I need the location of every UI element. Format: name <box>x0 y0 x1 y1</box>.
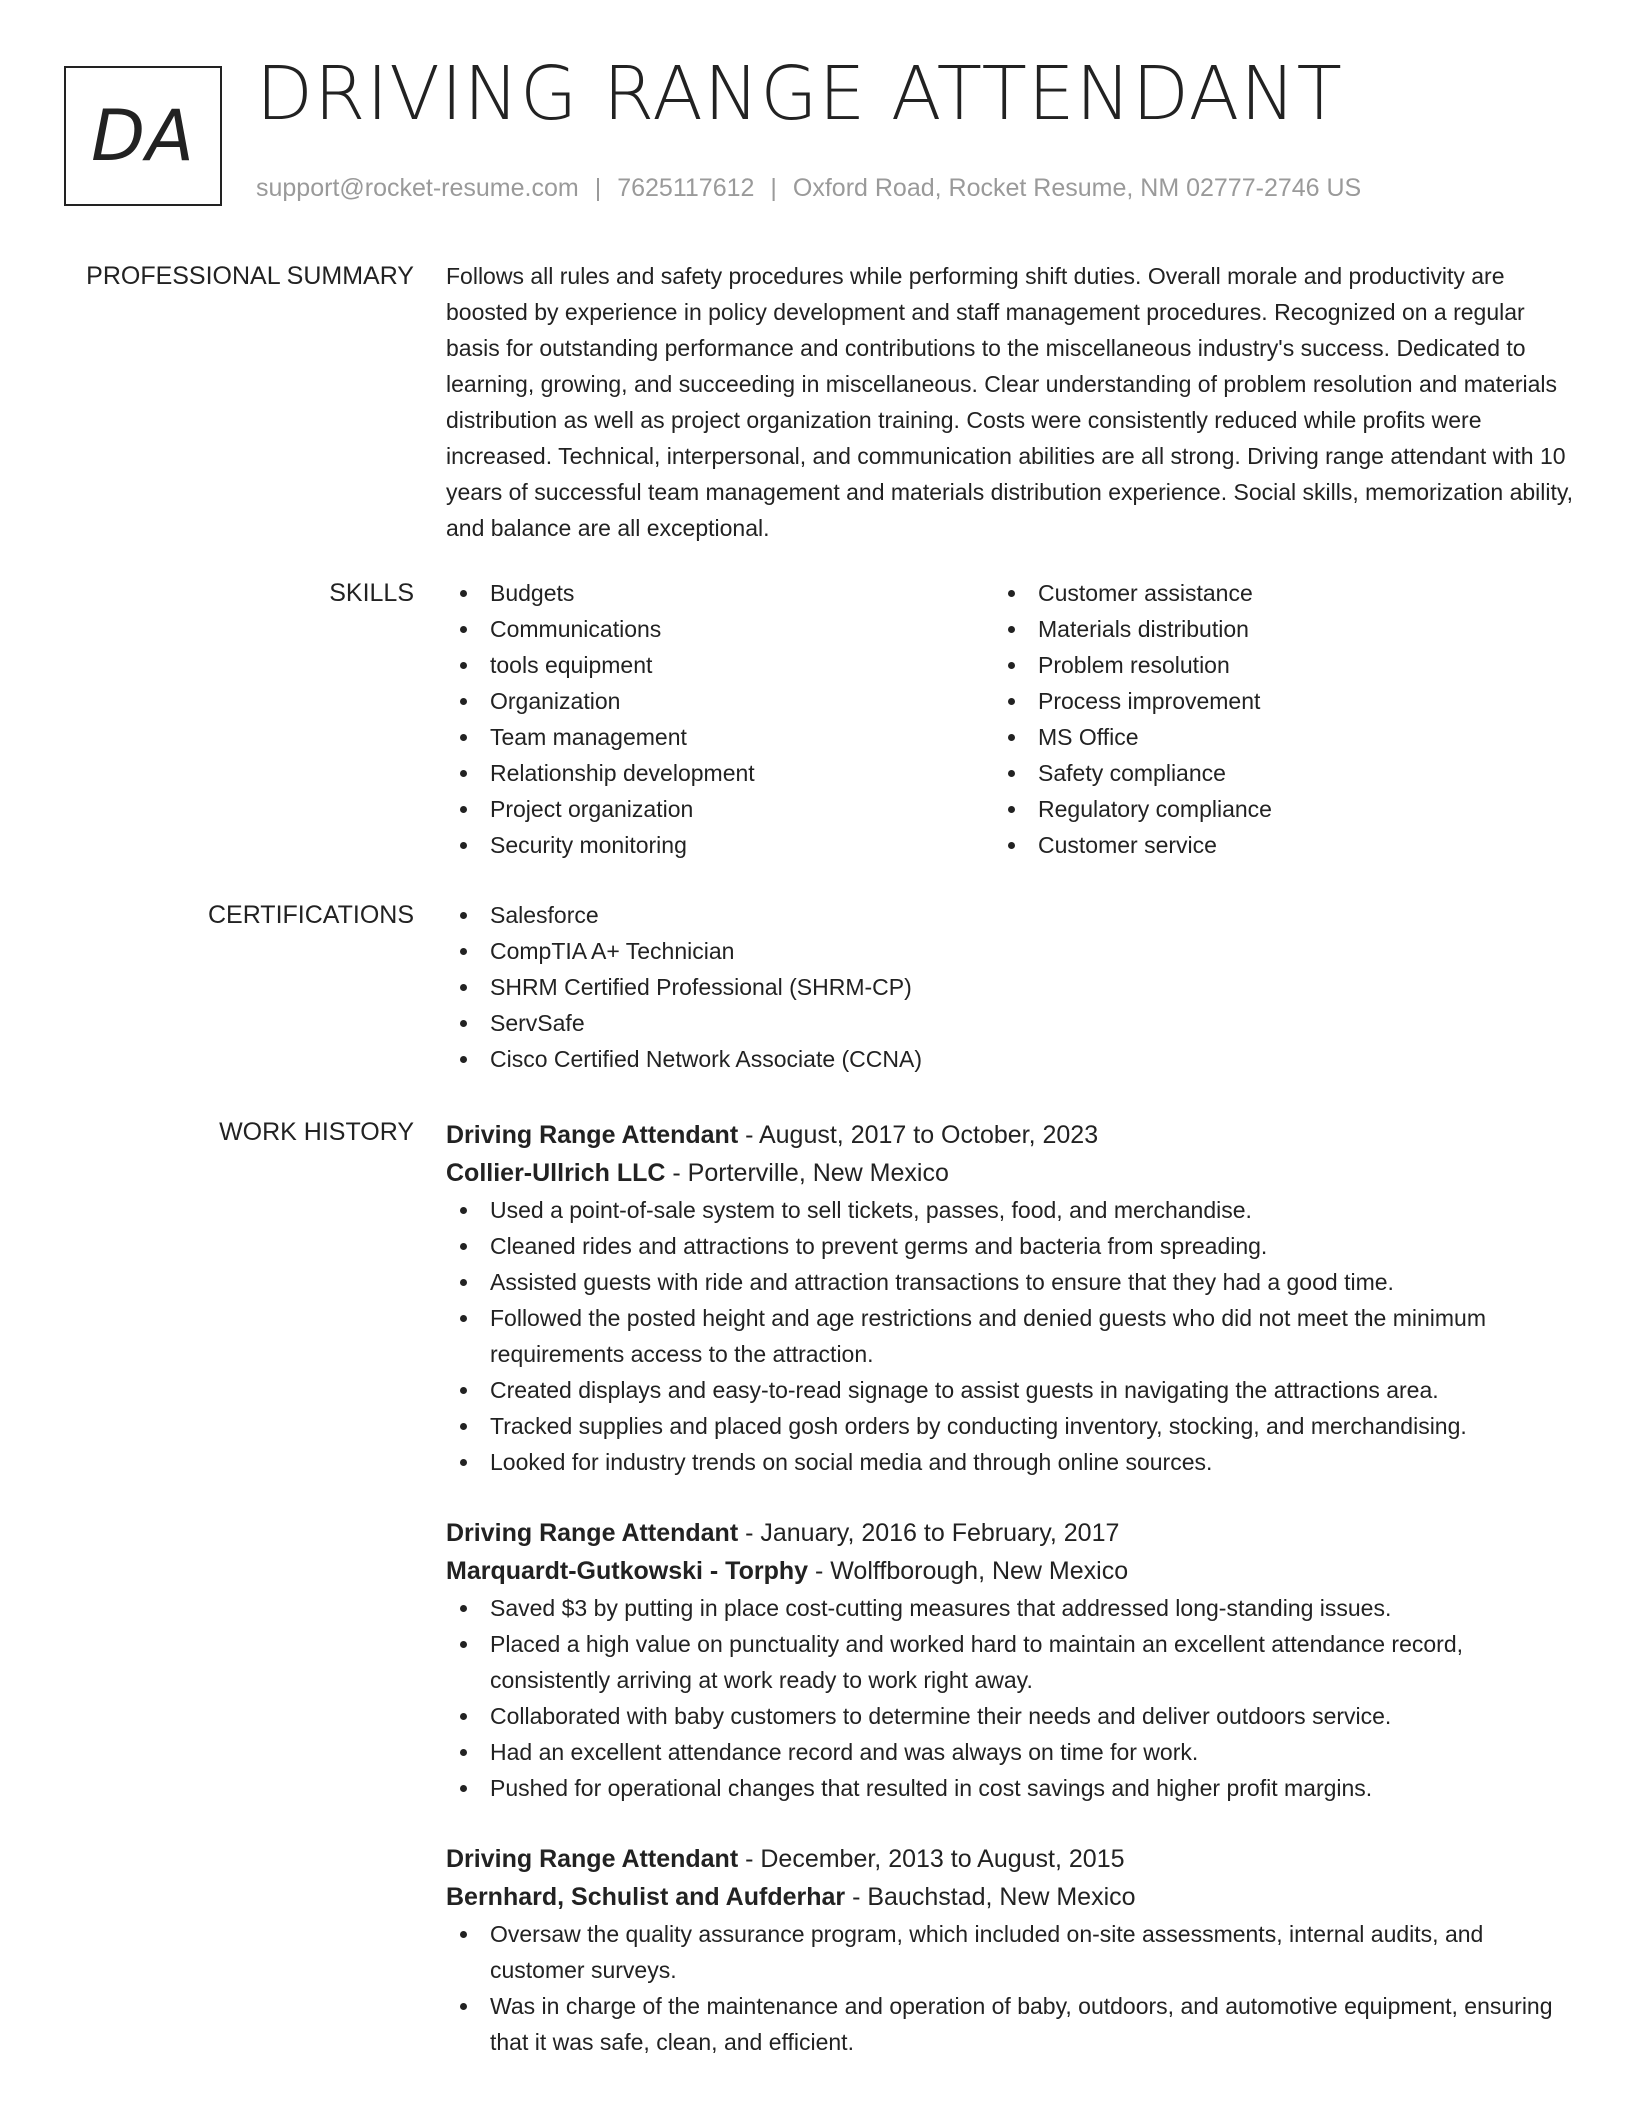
job-entry <box>446 1514 1576 1806</box>
summary-text: Follows all rules and safety procedures while performing shift duties. Overall morale and productivity are boosted by experience in policy development and staff management procedures. Recognized on a regular basis for outstanding performance and contributions to the miscellaneous industry's success. Dedicated to learning, growing, and succeeding in miscellaneous. Clear understanding of problem resolution and materials distribution as well as project organization training. Costs were consistently reduced while profits were increased. Technical, interpersonal, and communication abilities are all strong. Driving range attendant with 10 years of successful team management and materials distribution experience. Social skills, memorization ability, and balance are all exceptional. <box>446 263 1574 541</box>
skill-item: Team management <box>446 719 994 755</box>
skills-list-right <box>994 575 1542 863</box>
job-company-line <box>446 1552 1576 1590</box>
job-duties-list <box>446 1590 1576 1806</box>
certification-item: Salesforce <box>446 897 1576 933</box>
job-location: - Wolffborough, New Mexico <box>808 1557 1129 1585</box>
skills-body <box>446 575 1576 863</box>
certification-item: ServSafe <box>446 1005 1576 1041</box>
job-title-line <box>446 1840 1576 1878</box>
contact-address: Oxford Road, Rocket Resume, NM 02777-2746 US <box>792 174 1362 202</box>
skill-item: Project organization <box>446 791 994 827</box>
skill-item: Budgets <box>446 575 994 611</box>
certification-item: SHRM Certified Professional (SHRM-CP) <box>446 969 1576 1005</box>
job-title-line <box>446 1116 1576 1154</box>
job-entry <box>446 1840 1576 2060</box>
skill-item: Customer assistance <box>994 575 1542 611</box>
skill-item: Communications <box>446 611 994 647</box>
job-title: Driving Range Attendant <box>446 1121 739 1149</box>
skill-item: Safety compliance <box>994 755 1542 791</box>
skill-item: Problem resolution <box>994 647 1542 683</box>
certification-item: Cisco Certified Network Associate (CCNA) <box>446 1041 1576 1077</box>
job-entry <box>446 1116 1576 1480</box>
certification-item: CompTIA A+ Technician <box>446 933 1576 969</box>
job-dates: - December, 2013 to August, 2015 <box>738 1845 1125 1873</box>
contact-separator: | <box>594 174 602 202</box>
job-duty: Pushed for operational changes that resulted in cost savings and higher profit margins. <box>446 1770 1576 1806</box>
certifications-heading: CERTIFICATIONS <box>207 901 414 929</box>
skill-item: Customer service <box>994 827 1542 863</box>
job-company: Bernhard, Schulist and Aufderhar <box>446 1883 846 1911</box>
work-history-body <box>446 1116 1576 2094</box>
job-company-line <box>446 1878 1576 1916</box>
certifications-list <box>446 897 1576 1077</box>
job-duty: Collaborated with baby customers to determine their needs and deliver outdoors service. <box>446 1698 1576 1734</box>
contact-phone[interactable]: 7625117612 <box>617 174 755 202</box>
job-title-line <box>446 1514 1576 1552</box>
job-title: Driving Range Attendant <box>446 1519 739 1547</box>
job-duty: Saved $3 by putting in place cost-cutting measures that addressed long-standing issues. <box>446 1590 1576 1626</box>
skill-item: tools equipment <box>446 647 994 683</box>
skill-item: Regulatory compliance <box>994 791 1542 827</box>
job-title: Driving Range Attendant <box>446 1845 739 1873</box>
work-history-heading: WORK HISTORY <box>219 1118 414 1146</box>
job-duty: Looked for industry trends on social media and through online sources. <box>446 1444 1576 1480</box>
job-duty: Had an excellent attendance record and was always on time for work. <box>446 1734 1576 1770</box>
monogram-initials: DA <box>64 66 222 206</box>
job-duty: Used a point-of-sale system to sell tickets, passes, food, and merchandise. <box>446 1192 1576 1228</box>
job-duty: Assisted guests with ride and attraction transactions to ensure that they had a good time. <box>446 1264 1576 1300</box>
job-duty: Oversaw the quality assurance program, which included on-site assessments, internal audits, and customer surveys. <box>446 1916 1576 1988</box>
job-location: - Bauchstad, New Mexico <box>845 1883 1136 1911</box>
job-company: Collier-Ullrich LLC <box>446 1159 666 1187</box>
job-duty: Placed a high value on punctuality and worked hard to maintain an excellent attendance record, consistently arriving at work ready to work right away. <box>446 1626 1576 1698</box>
job-duties-list <box>446 1916 1576 2060</box>
contact-separator: | <box>770 174 777 202</box>
contact-line <box>256 174 1361 203</box>
job-duty: Tracked supplies and placed gosh orders by conducting inventory, stocking, and merchandising. <box>446 1408 1576 1444</box>
summary-body <box>446 258 1576 546</box>
job-dates: - August, 2017 to October, 2023 <box>738 1121 1099 1149</box>
resume-title: DRIVING RANGE ATTENDANT <box>256 51 1343 137</box>
skill-item: Materials distribution <box>994 611 1542 647</box>
job-duty: Was in charge of the maintenance and operation of baby, outdoors, and automotive equipment, ensuring that it was safe, clean, and efficient. <box>446 1988 1576 2060</box>
skill-item: Relationship development <box>446 755 994 791</box>
job-dates: - January, 2016 to February, 2017 <box>738 1519 1120 1547</box>
job-location: - Porterville, New Mexico <box>665 1159 949 1187</box>
skills-list-left <box>446 575 994 863</box>
summary-heading: PROFESSIONAL SUMMARY <box>86 262 414 290</box>
skill-item: Organization <box>446 683 994 719</box>
job-duty: Followed the posted height and age restrictions and denied guests who did not meet the minimum requirements access to the attraction. <box>446 1300 1576 1372</box>
job-duty: Cleaned rides and attractions to prevent germs and bacteria from spreading. <box>446 1228 1576 1264</box>
certifications-body <box>446 897 1576 1077</box>
job-company: Marquardt-Gutkowski - Torphy <box>446 1557 809 1585</box>
job-duty: Created displays and easy-to-read signage to assist guests in navigating the attractions area. <box>446 1372 1576 1408</box>
contact-email[interactable]: support@rocket-resume.com <box>256 174 579 202</box>
skills-heading: SKILLS <box>329 579 414 607</box>
job-company-line <box>446 1154 1576 1192</box>
job-duties-list <box>446 1192 1576 1480</box>
skill-item: Security monitoring <box>446 827 994 863</box>
skill-item: MS Office <box>994 719 1542 755</box>
skill-item: Process improvement <box>994 683 1542 719</box>
